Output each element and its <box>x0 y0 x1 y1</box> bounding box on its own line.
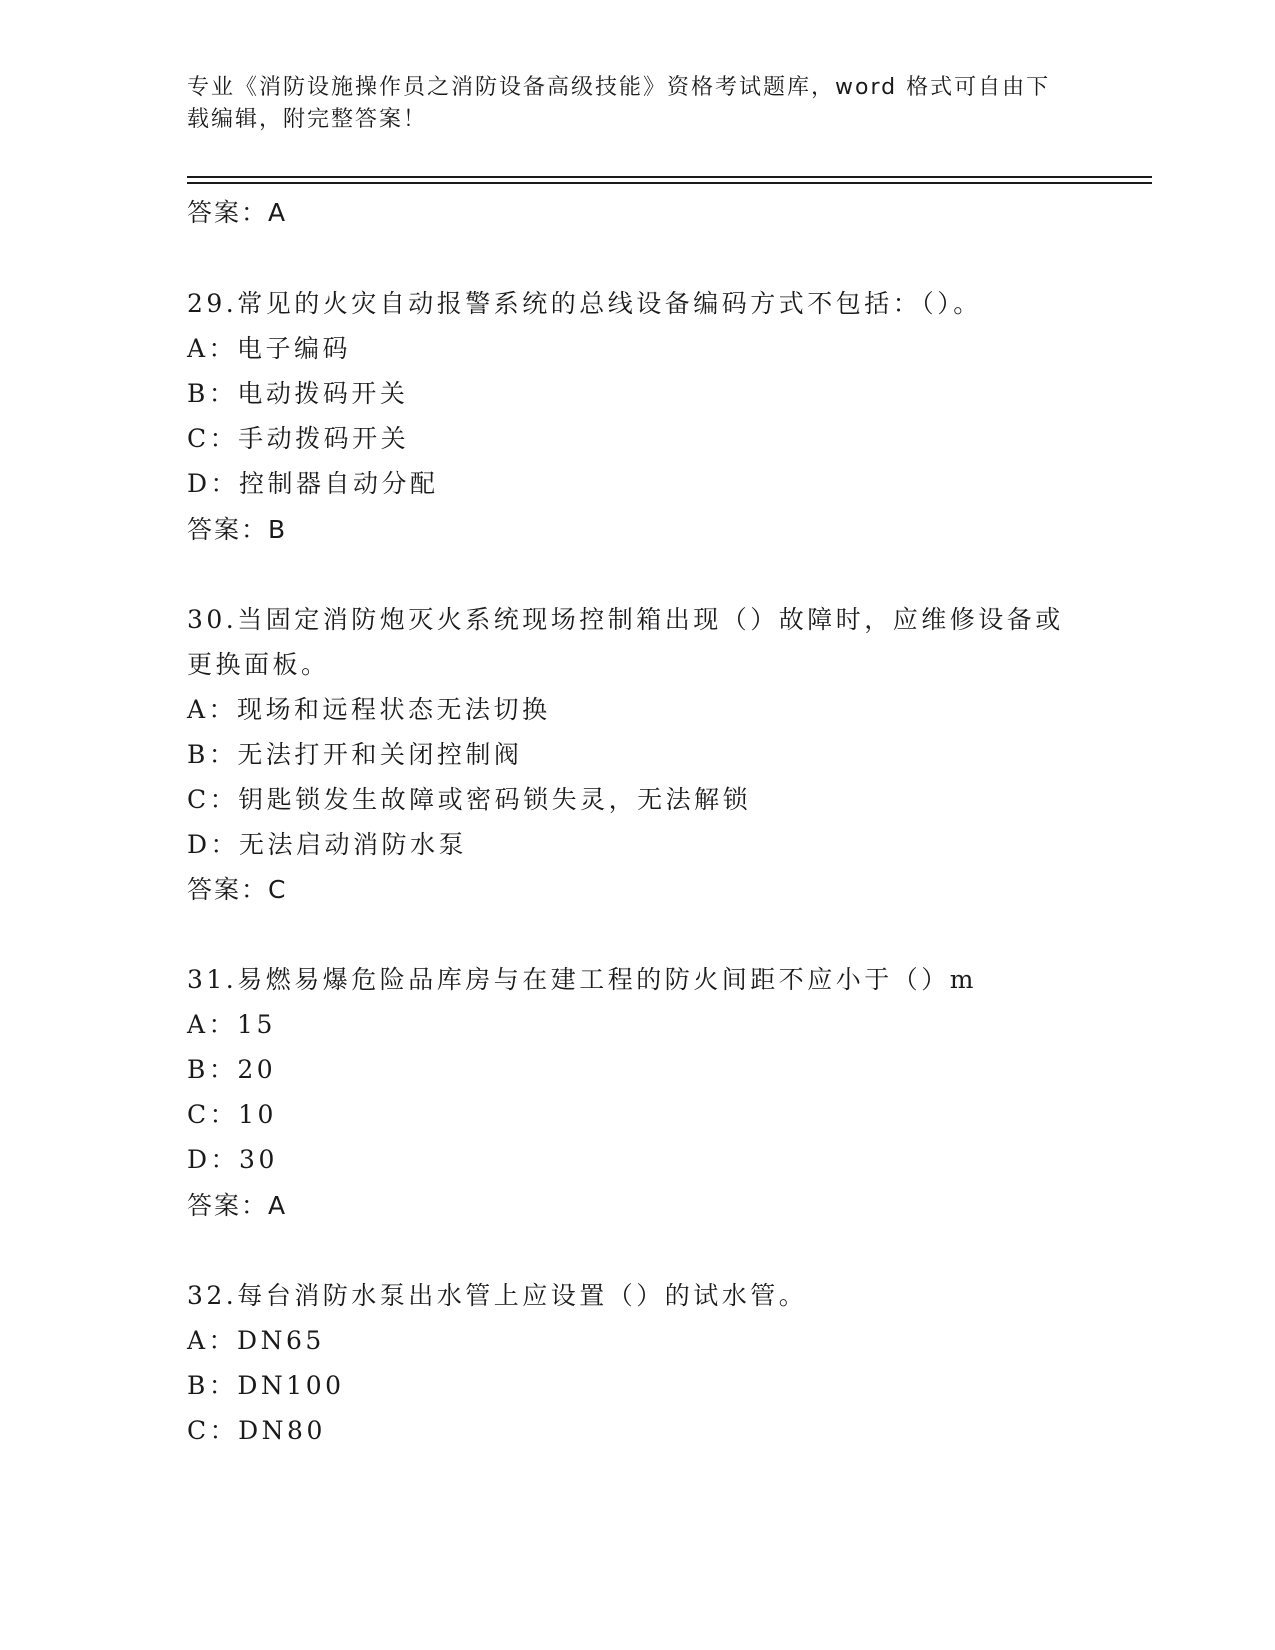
question-32-stem: 32.每台消防水泵出水管上应设置（）的试水管。 <box>187 1281 808 1310</box>
question-31-option-a: A：15 <box>187 1010 276 1039</box>
question-32-option-c: C：DN80 <box>187 1416 326 1445</box>
question-29-option-c: C：手动拨码开关 <box>187 424 410 453</box>
header-rule-top <box>187 176 1152 178</box>
question-31-stem: 31.易燃易爆危险品库房与在建工程的防火间距不应小于（）m <box>187 965 977 994</box>
header-text <box>187 72 1067 136</box>
question-29-answer: 答案：B <box>187 515 288 544</box>
question-29-option-b: B：电动拨码开关 <box>187 379 409 408</box>
header-line-2: 载编辑，附完整答案！ <box>187 107 428 132</box>
header-line-1: 专业《消防设施操作员之消防设备高级技能》资格考试题库，word 格式可自由下 <box>187 75 1051 100</box>
header-rule-bottom <box>187 182 1152 184</box>
answer-previous: 答案：A <box>187 198 288 227</box>
question-30-option-a: A：现场和远程状态无法切换 <box>187 695 551 724</box>
question-32-option-b: B：DN100 <box>187 1371 345 1400</box>
question-29-option-a: A：电子编码 <box>187 334 352 363</box>
question-30-answer: 答案：C <box>187 875 288 904</box>
question-30-stem-line-2: 更换面板。 <box>187 650 330 679</box>
question-30-option-c: C：钥匙锁发生故障或密码锁失灵，无法解锁 <box>187 785 752 814</box>
question-31-option-d: D：30 <box>187 1145 278 1174</box>
question-31-answer: 答案：A <box>187 1191 288 1220</box>
question-30-option-d: D：无法启动消防水泵 <box>187 830 468 859</box>
question-31-option-c: C：10 <box>187 1100 277 1129</box>
question-30-option-b: B：无法打开和关闭控制阀 <box>187 740 523 769</box>
question-31-option-b: B：20 <box>187 1055 277 1084</box>
question-30-stem-line-1: 30.当固定消防炮灭火系统现场控制箱出现（）故障时，应维修设备或 <box>187 605 1064 634</box>
question-29-option-d: D：控制器自动分配 <box>187 469 439 498</box>
question-32-option-a: A：DN65 <box>187 1326 325 1355</box>
question-29-stem: 29.常见的火灾自动报警系统的总线设备编码方式不包括：（）。 <box>187 289 982 318</box>
